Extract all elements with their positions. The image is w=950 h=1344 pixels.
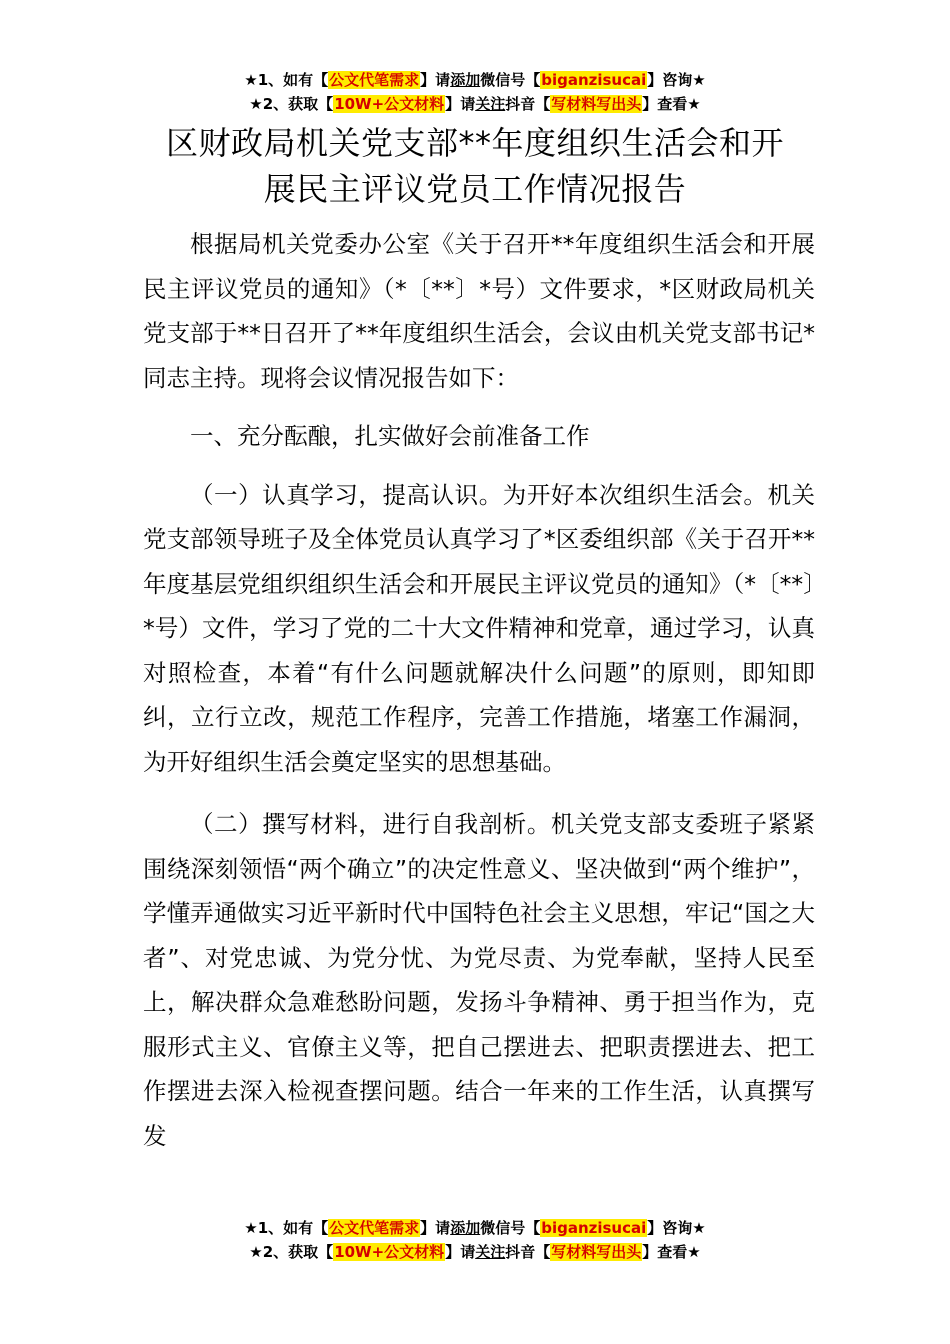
section-heading-1: 一、充分酝酿，扎实做好会前准备工作 — [190, 422, 590, 450]
promo-highlight: 公文代笔需求 — [329, 71, 420, 89]
promo-highlight: 写材料写出头 — [551, 95, 642, 113]
promo-highlight: biganzisucai — [541, 71, 647, 89]
promo-highlight: biganzisucai — [541, 1219, 647, 1237]
promo-highlight: 公文代笔需求 — [329, 1219, 420, 1237]
document-title — [145, 120, 805, 212]
paragraph-study: （一）认真学习，提高认识。为开好本次组织生活会。机关党支部领导班子及全体党员认真学习了*区委组织部《关于召开**年度基层党组织组织生活会和开展民主评议党员的通知》（*〔**〕*号）文件，学习了党的二十大文件精神和党章，通过学习，认真对照检查，本着“有什么问题就解决什么问题”的原则，即知即纠，立行立改，规范工作程序，完善工作措施，堵塞工作漏洞，为开好组织生活会奠定坚实的思想基础。 — [143, 480, 815, 776]
promo-line-1: ★1、如有【公文代笔需求】请添加微信号【biganzisucai】咨询★ — [244, 71, 706, 89]
header-promo-banner — [0, 68, 950, 116]
promo-highlight: 10W+公文材料 — [334, 1243, 445, 1261]
title-line-2: 展民主评议党员工作情况报告 — [263, 170, 687, 208]
document-body — [143, 222, 815, 1158]
promo-highlight: 10W+公文材料 — [334, 95, 445, 113]
promo-line-2: ★2、获取【10W+公文材料】请关注抖音【写材料写出头】查看★ — [249, 1243, 701, 1261]
promo-line-2: ★2、获取【10W+公文材料】请关注抖音【写材料写出头】查看★ — [249, 95, 701, 113]
paragraph-materials: （二）撰写材料，进行自我剖析。机关党支部支委班子紧紧围绕深刻领悟“两个确立”的决定性意义、坚决做到“两个维护”，学懂弄通做实习近平新时代中国特色社会主义思想，牢记“国之大者”、对党忠诚、为党分忧、为党尽责、为党奉献，坚持人民至上，解决群众急难愁盼问题，发扬斗争精神、勇于担当作为，克服形式主义、官僚主义等，把自己摆进去、把职责摆进去、把工作摆进去深入检视查摆问题。结合一年来的工作生活，认真撰写发 — [143, 810, 815, 1150]
paragraph-intro: 根据局机关党委办公室《关于召开**年度组织生活会和开展民主评议党员的通知》（*〔**〕*号）文件要求，*区财政局机关党支部于**日召开了**年度组织生活会，会议由机关党支部书记*同志主持。现将会议情况报告如下： — [143, 230, 815, 392]
promo-highlight: 写材料写出头 — [551, 1243, 642, 1261]
title-line-1: 区财政局机关党支部**年度组织生活会和开 — [165, 124, 784, 162]
footer-promo-banner — [0, 1216, 950, 1264]
promo-line-1: ★1、如有【公文代笔需求】请添加微信号【biganzisucai】咨询★ — [244, 1219, 706, 1237]
